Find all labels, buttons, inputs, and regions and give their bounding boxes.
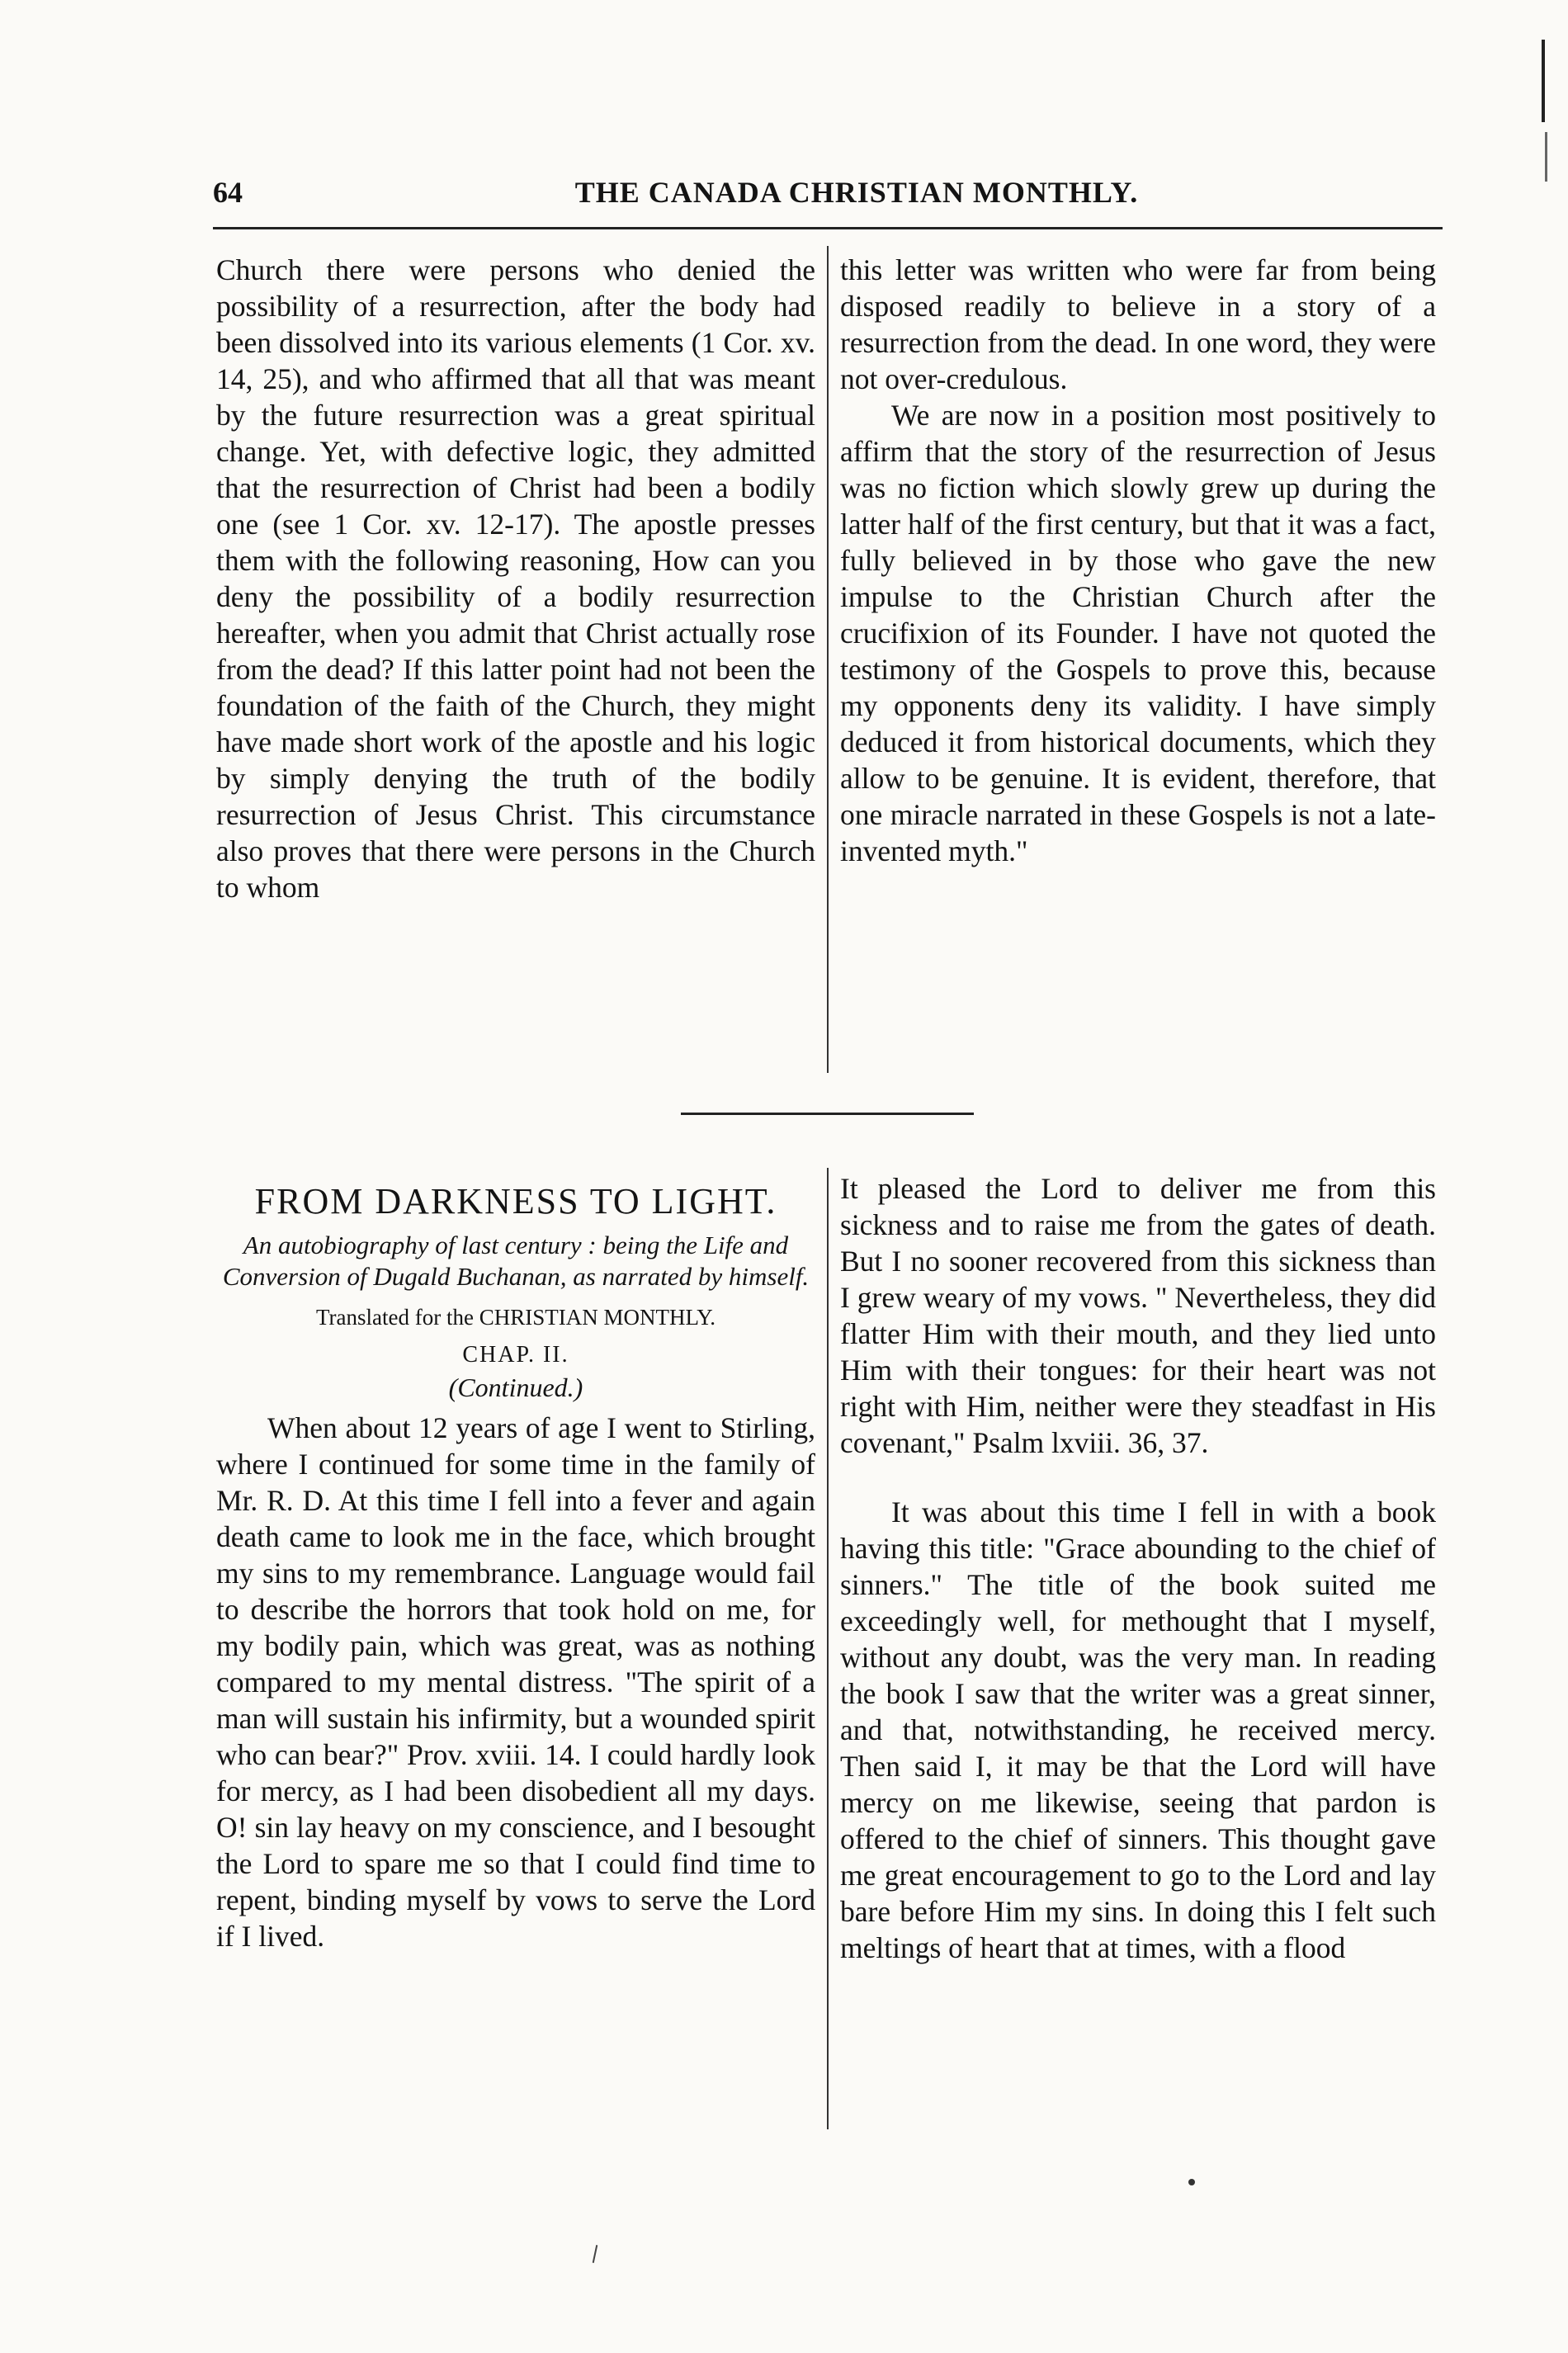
column-divider (827, 1168, 829, 2129)
section-divider (681, 1113, 974, 1115)
column-divider (827, 246, 829, 1073)
page-number: 64 (213, 176, 243, 209)
top-right-column (840, 252, 1436, 869)
paragraph: this letter was written who were far from being disposed readily to believe in a story of a resurrection from the dead. In one word, they were not over-credulous. (840, 253, 1436, 395)
continued-note: (Continued.) (448, 1373, 583, 1402)
ink-dot (1188, 2179, 1195, 2185)
top-left-column (216, 252, 815, 905)
paragraph: We are now in a position most positively to affirm that the story of the resurrection of Jesus was no fiction which slowly grew up during the latter half of the first century, but that it was a fact, fully believed in by those who gave the new impulse to the Christian Church after the crucifixion of its Founder. I have not quoted the testimony of the Gospels to prove this, because my opponents deny its validity. I have simply deduced it from historical documents, which they allow to be genuine. It is evident, therefore, that one miracle narrated in these Gospels is not a late-invented myth." (840, 399, 1436, 867)
page-header (213, 175, 1500, 215)
right-margin-mark (1542, 40, 1545, 122)
chapter-heading: CHAP. II. (462, 1342, 569, 1368)
right-margin-mark-2 (1545, 132, 1547, 182)
article-subtitle: An autobiography of last century : being the Life and Conversion of Dugald Buchanan, as narrated by himself. (222, 1231, 810, 1291)
translation-note: Translated for the CHRISTIAN MONTHLY. (315, 1305, 716, 1330)
paragraph: Church there were persons who denied the possibility of a resurrection, after the body had been dissolved into its various elements (1 Cor. xv. 14, 25), and who affirmed that all that was meant by the future resurrection was a great spiritual change. Yet, with defective logic, they admitted that the resurrection of Christ had been a bodily one (see 1 Cor. xv. 12-17). The apostle presses them with the following reasoning, How can you deny the possibility of a bodily resurrection hereafter, when you admit that Christ actually rose from the dead? If this latter point had not been the foundation of the faith of the Church, they might have made short work of the apostle and his logic by simply denying the truth of the bodily resurrection of Jesus Christ. This circumstance also proves that there were persons in the Church to whom (216, 253, 815, 904)
header-rule (213, 227, 1443, 229)
article-left-column (216, 1179, 815, 1954)
ink-mark (593, 2245, 598, 2263)
paragraph: It was about this time I fell in with a book having this title: "Grace abounding to the chief of sinners." The title of the book suited me exceedingly well, for methought that I myself, without any doubt, was the very man. In reading the book I saw that the writer was a great sinner, and that, notwithstanding, he received mercy. Then said I, it may be that the Lord will have mercy on me likewise, seeing that pardon is offered to the chief of sinners. This thought gave me great encouragement to go to the Lord and lay bare before Him my sins. In doing this I felt such meltings of heart that at times, with a flood (840, 1495, 1436, 1964)
paragraph: It pleased the Lord to deliver me from this sickness and to raise me from the gates of death. But I no sooner recovered from this sickness than I grew weary of my vows. " Nevertheless, they did flatter Him with their mouth, and they lied unto Him with their tongues: for their heart was not right with Him, neither were they steadfast in His covenant," Psalm lxviii. 36, 37. (840, 1172, 1436, 1459)
article-right-column (840, 1170, 1436, 1966)
article-title: FROM DARKNESS TO LIGHT. (254, 1181, 777, 1221)
running-title: THE CANADA CHRISTIAN MONTHLY. (574, 176, 1139, 209)
paragraph: When about 12 years of age I went to Stirling, where I continued for some time in the family of Mr. R. D. At this time I fell into a fever and again death came to look me in the face, which brought my sins to my remembrance. Language would fail to describe the horrors that took hold on me, for my bodily pain, which was great, was as nothing compared to my mental distress. "The spirit of a man will sustain his infirmity, but a wounded spirit who can bear?" Prov. xviii. 14. I could hardly look for mercy, as I had been disobedient all my days. O! sin lay heavy on my conscience, and I besought the Lord to spare me so that I could find time to repent, binding myself by vows to serve the Lord if I lived. (216, 1411, 815, 1953)
